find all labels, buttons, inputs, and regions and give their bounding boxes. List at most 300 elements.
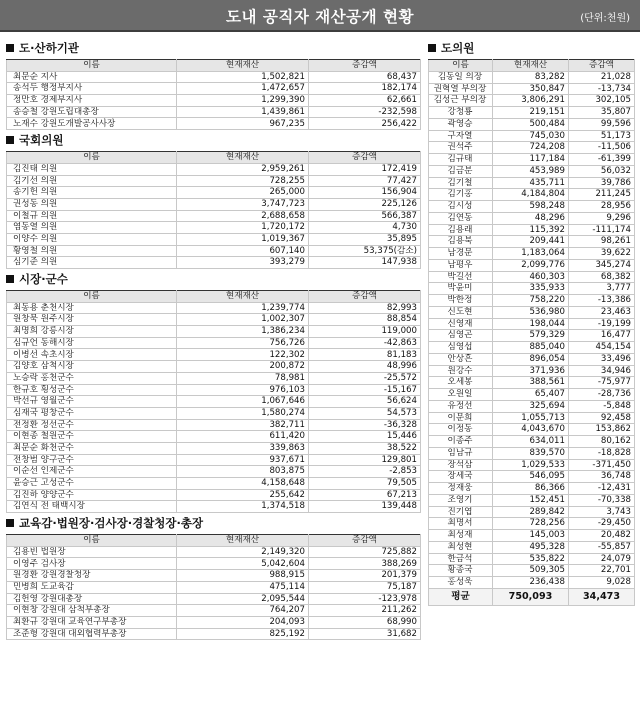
- table-row: [429, 565, 635, 577]
- table-row: [7, 616, 421, 628]
- official-name: 박윤미: [429, 283, 493, 295]
- table-row: [429, 342, 635, 354]
- table-row: [7, 245, 421, 257]
- table-row: [429, 236, 635, 248]
- official-name: 남평우: [429, 259, 493, 271]
- official-name: 권성동 의원: [7, 198, 177, 210]
- table-row: [7, 233, 421, 245]
- official-name: 이순선 인제군수: [7, 466, 177, 478]
- asset-change: -2,853: [309, 466, 421, 478]
- current-assets: 5,042,604: [177, 558, 309, 570]
- asset-change: 119,000: [309, 326, 421, 338]
- table-row: [429, 365, 635, 377]
- current-assets: 825,192: [177, 628, 309, 640]
- table-row: [7, 628, 421, 640]
- official-name: 이철규 의원: [7, 210, 177, 222]
- current-assets: 4,158,648: [177, 478, 309, 490]
- current-assets: 536,980: [493, 306, 569, 318]
- official-name: 정재웅: [429, 483, 493, 495]
- table-row: [7, 454, 421, 466]
- official-name: 노승락 홍천군수: [7, 372, 177, 384]
- asset-change: 9,028: [569, 577, 635, 589]
- col-header-name: 이름: [429, 60, 493, 72]
- official-name: 김용북: [429, 236, 493, 248]
- current-assets: 2,688,658: [177, 210, 309, 222]
- table-row: [429, 71, 635, 83]
- asset-change: -29,450: [569, 518, 635, 530]
- asset-change: 28,956: [569, 201, 635, 213]
- asset-change: 39,786: [569, 177, 635, 189]
- section-header: [6, 515, 420, 531]
- table-row: [429, 177, 635, 189]
- official-name: 심기준 의원: [7, 257, 177, 269]
- asset-change: 77,427: [309, 175, 421, 187]
- table-row: [429, 95, 635, 107]
- assets-table: [6, 151, 421, 269]
- asset-change: 9,296: [569, 212, 635, 224]
- table-row: [429, 83, 635, 95]
- official-name: 박선규 영월군수: [7, 396, 177, 408]
- table-row: [7, 118, 421, 130]
- col-header-assets: 현재재산: [177, 535, 309, 547]
- table-row: [429, 400, 635, 412]
- col-header-name: 이름: [7, 535, 177, 547]
- current-assets: 265,000: [177, 187, 309, 199]
- current-assets: 598,248: [493, 201, 569, 213]
- section-header: [6, 271, 420, 287]
- table-row: [429, 248, 635, 260]
- asset-change: -232,598: [309, 106, 421, 118]
- official-name: 구자열: [429, 130, 493, 142]
- asset-change: -11,506: [569, 142, 635, 154]
- asset-change: 35,807: [569, 107, 635, 119]
- col-header-assets: 현재재산: [177, 152, 309, 164]
- current-assets: 1,183,064: [493, 248, 569, 260]
- current-assets: 335,933: [493, 283, 569, 295]
- asset-change: 51,173: [569, 130, 635, 142]
- square-bullet-icon: [428, 44, 436, 52]
- current-assets: 435,711: [493, 177, 569, 189]
- current-assets: 145,003: [493, 530, 569, 542]
- asset-change: 31,682: [309, 628, 421, 640]
- official-name: 신영재: [429, 318, 493, 330]
- asset-change: 68,990: [309, 616, 421, 628]
- asset-change: -371,450: [569, 459, 635, 471]
- asset-change: 566,387: [309, 210, 421, 222]
- official-name: 김연식 전 태백시장: [7, 501, 177, 513]
- asset-change: 211,245: [569, 189, 635, 201]
- asset-change: 81,183: [309, 349, 421, 361]
- current-assets: 764,207: [177, 605, 309, 617]
- table-row: [7, 419, 421, 431]
- table-row: [7, 605, 421, 617]
- current-assets: 728,256: [493, 518, 569, 530]
- table-row: [7, 407, 421, 419]
- current-assets: 803,875: [177, 466, 309, 478]
- current-assets: 724,208: [493, 142, 569, 154]
- current-assets: 1,029,533: [493, 459, 569, 471]
- asset-change: 20,482: [569, 530, 635, 542]
- current-assets: 745,030: [493, 130, 569, 142]
- asset-change: 147,938: [309, 257, 421, 269]
- asset-change: 80,162: [569, 436, 635, 448]
- current-assets: 1,055,713: [493, 412, 569, 424]
- current-assets: 967,235: [177, 118, 309, 130]
- asset-change: 156,904: [309, 187, 421, 199]
- official-name: 김양호 삼척시장: [7, 361, 177, 373]
- official-name: 곽영승: [429, 118, 493, 130]
- official-name: 민병희 도교육감: [7, 581, 177, 593]
- assets-table: [6, 59, 421, 130]
- asset-change: -15,167: [309, 384, 421, 396]
- asset-change: 172,419: [309, 163, 421, 175]
- current-assets: 937,671: [177, 454, 309, 466]
- col-header-change: 증감액: [309, 291, 421, 303]
- table-row: [7, 466, 421, 478]
- current-assets: 115,392: [493, 224, 569, 236]
- section-header: [428, 40, 634, 56]
- council-table: [428, 59, 635, 606]
- official-name: 최명희 강릉시장: [7, 326, 177, 338]
- asset-change: 38,522: [309, 442, 421, 454]
- current-assets: 475,114: [177, 581, 309, 593]
- asset-change: -25,572: [309, 372, 421, 384]
- official-name: 노재수 강원도개발공사사장: [7, 118, 177, 130]
- current-assets: 371,936: [493, 365, 569, 377]
- table-row: [7, 257, 421, 269]
- table-row: [7, 546, 421, 558]
- asset-change: 48,996: [309, 361, 421, 373]
- current-assets: 2,149,320: [177, 546, 309, 558]
- official-name: 김기홍: [429, 189, 493, 201]
- official-name: 김규태: [429, 154, 493, 166]
- table-row: [429, 494, 635, 506]
- asset-change: 36,748: [569, 471, 635, 483]
- official-name: 김연동: [429, 212, 493, 224]
- asset-change: 35,895: [309, 233, 421, 245]
- asset-change: 345,274: [569, 259, 635, 271]
- official-name: 전창범 양구군수: [7, 454, 177, 466]
- section-title: 도의원: [441, 41, 475, 55]
- table-row: [7, 558, 421, 570]
- official-name: 최명서: [429, 518, 493, 530]
- current-assets: 4,043,670: [493, 424, 569, 436]
- asset-change: -18,828: [569, 447, 635, 459]
- current-assets: 117,184: [493, 154, 569, 166]
- table-row: [7, 349, 421, 361]
- current-assets: 200,872: [177, 361, 309, 373]
- asset-change: -55,857: [569, 541, 635, 553]
- table-row: [429, 483, 635, 495]
- official-name: 윤승근 고성군수: [7, 478, 177, 490]
- right-column: [428, 38, 634, 606]
- table-row: [7, 83, 421, 95]
- current-assets: 546,095: [493, 471, 569, 483]
- official-name: 조영기: [429, 494, 493, 506]
- official-name: 권혁열 부의장: [429, 83, 493, 95]
- page-title: 도내 공직자 재산공개 현황: [226, 8, 414, 26]
- table-row: [429, 189, 635, 201]
- asset-change: -12,431: [569, 483, 635, 495]
- table-row: [429, 518, 635, 530]
- current-assets: 1,067,646: [177, 396, 309, 408]
- asset-change: 53,375(감소): [309, 245, 421, 257]
- average-assets: 750,093: [493, 588, 569, 605]
- table-row: [7, 163, 421, 175]
- table-row: [7, 593, 421, 605]
- current-assets: 3,806,291: [493, 95, 569, 107]
- current-assets: 453,989: [493, 165, 569, 177]
- unit-label: (단위:천원): [580, 13, 630, 24]
- table-row: [7, 71, 421, 83]
- table-row: [429, 283, 635, 295]
- official-name: 이정동: [429, 424, 493, 436]
- section-header: [6, 132, 420, 148]
- current-assets: 728,255: [177, 175, 309, 187]
- official-name: 한금석: [429, 553, 493, 565]
- current-assets: 48,296: [493, 212, 569, 224]
- official-name: 김헌영 강원대총장: [7, 593, 177, 605]
- col-header-change: 증감액: [309, 535, 421, 547]
- table-row: [429, 471, 635, 483]
- asset-change: 39,622: [569, 248, 635, 260]
- asset-change: 67,213: [309, 489, 421, 501]
- current-assets: 219,151: [493, 107, 569, 119]
- official-name: 오원일: [429, 389, 493, 401]
- current-assets: 756,726: [177, 337, 309, 349]
- current-assets: 579,329: [493, 330, 569, 342]
- current-assets: 1,019,367: [177, 233, 309, 245]
- table-row: [7, 570, 421, 582]
- official-name: 진기엽: [429, 506, 493, 518]
- section-title: 시장·군수: [19, 272, 68, 286]
- official-name: 이종주: [429, 436, 493, 448]
- table-row: [429, 436, 635, 448]
- asset-change: 201,379: [309, 570, 421, 582]
- table-row: [429, 424, 635, 436]
- asset-change: 4,730: [309, 222, 421, 234]
- official-name: 최성재: [429, 530, 493, 542]
- average-row: [429, 588, 635, 605]
- table-row: [429, 295, 635, 307]
- asset-change: -123,978: [309, 593, 421, 605]
- official-name: 강청룡: [429, 107, 493, 119]
- official-name: 송승철 강원도립대총장: [7, 106, 177, 118]
- table-row: [7, 384, 421, 396]
- current-assets: 325,694: [493, 400, 569, 412]
- current-assets: 1,239,774: [177, 302, 309, 314]
- asset-change: 211,262: [309, 605, 421, 617]
- current-assets: 1,502,821: [177, 71, 309, 83]
- current-assets: 2,099,776: [493, 259, 569, 271]
- current-assets: 388,561: [493, 377, 569, 389]
- table-row: [429, 318, 635, 330]
- official-name: 원창묵 원주시장: [7, 314, 177, 326]
- current-assets: 1,299,390: [177, 95, 309, 107]
- asset-change: 182,174: [309, 83, 421, 95]
- current-assets: 393,279: [177, 257, 309, 269]
- asset-change: -13,734: [569, 83, 635, 95]
- current-assets: 289,842: [493, 506, 569, 518]
- official-name: 이양수 의원: [7, 233, 177, 245]
- table-row: [7, 431, 421, 443]
- current-assets: 1,439,861: [177, 106, 309, 118]
- official-name: 김진태 의원: [7, 163, 177, 175]
- title-bar: [0, 0, 640, 32]
- asset-change: 68,437: [309, 71, 421, 83]
- asset-change: 454,154: [569, 342, 635, 354]
- table-row: [429, 306, 635, 318]
- square-bullet-icon: [6, 519, 14, 527]
- official-name: 김기철: [429, 177, 493, 189]
- col-header-name: 이름: [7, 291, 177, 303]
- table-row: [429, 107, 635, 119]
- official-name: 김성근 부의장: [429, 95, 493, 107]
- current-assets: 1,472,657: [177, 83, 309, 95]
- table-row: [7, 372, 421, 384]
- official-name: 남경문: [429, 248, 493, 260]
- current-assets: 152,451: [493, 494, 569, 506]
- table-row: [429, 118, 635, 130]
- table-row: [429, 447, 635, 459]
- current-assets: 204,093: [177, 616, 309, 628]
- table-row: [7, 95, 421, 107]
- table-row: [429, 259, 635, 271]
- asset-change: -70,338: [569, 494, 635, 506]
- asset-change: 23,463: [569, 306, 635, 318]
- asset-change: 388,269: [309, 558, 421, 570]
- table-row: [7, 478, 421, 490]
- official-name: 김시성: [429, 201, 493, 213]
- table-row: [7, 210, 421, 222]
- table-row: [429, 130, 635, 142]
- table-row: [7, 501, 421, 513]
- official-name: 김금분: [429, 165, 493, 177]
- asset-change: 34,946: [569, 365, 635, 377]
- average-label: 평균: [429, 588, 493, 605]
- current-assets: 4,184,804: [493, 189, 569, 201]
- current-assets: 2,959,261: [177, 163, 309, 175]
- official-name: 오세봉: [429, 377, 493, 389]
- table-row: [429, 389, 635, 401]
- official-name: 황종국: [429, 565, 493, 577]
- current-assets: 535,822: [493, 553, 569, 565]
- table-row: [429, 201, 635, 213]
- asset-change: 139,448: [309, 501, 421, 513]
- asset-change: -28,736: [569, 389, 635, 401]
- official-name: 김진하 양양군수: [7, 489, 177, 501]
- asset-change: 3,777: [569, 283, 635, 295]
- asset-change: 79,505: [309, 478, 421, 490]
- current-assets: 3,747,723: [177, 198, 309, 210]
- table-row: [429, 541, 635, 553]
- official-name: 심영곤: [429, 330, 493, 342]
- table-row: [429, 377, 635, 389]
- col-header-assets: 현재재산: [177, 60, 309, 72]
- asset-change: 3,743: [569, 506, 635, 518]
- current-assets: 198,044: [493, 318, 569, 330]
- current-assets: 896,054: [493, 353, 569, 365]
- official-name: 원강수: [429, 365, 493, 377]
- official-name: 심규언 동해시장: [7, 337, 177, 349]
- square-bullet-icon: [6, 44, 14, 52]
- table-row: [7, 489, 421, 501]
- table-row: [429, 142, 635, 154]
- assets-table: [6, 290, 421, 513]
- table-row: [429, 553, 635, 565]
- col-header-change: 증감액: [309, 152, 421, 164]
- official-name: 최동용 춘천시장: [7, 302, 177, 314]
- asset-change: 21,028: [569, 71, 635, 83]
- official-name: 정만호 경제부지사: [7, 95, 177, 107]
- official-name: 이현창 강원대 삼척부총장: [7, 605, 177, 617]
- asset-change: 256,422: [309, 118, 421, 130]
- current-assets: 339,863: [177, 442, 309, 454]
- official-name: 원경환 강원경찰청장: [7, 570, 177, 582]
- col-header-assets: 현재재산: [177, 291, 309, 303]
- official-name: 이병선 속초시장: [7, 349, 177, 361]
- table-row: [429, 154, 635, 166]
- asset-change: 153,862: [569, 424, 635, 436]
- table-row: [7, 187, 421, 199]
- asset-change: -13,386: [569, 295, 635, 307]
- average-change: 34,473: [569, 588, 635, 605]
- table-row: [429, 271, 635, 283]
- official-name: 신도현: [429, 306, 493, 318]
- section-header: [6, 40, 420, 56]
- asset-change: 33,496: [569, 353, 635, 365]
- asset-change: 68,382: [569, 271, 635, 283]
- current-assets: 236,438: [493, 577, 569, 589]
- current-assets: 500,484: [493, 118, 569, 130]
- official-name: 안상흔: [429, 353, 493, 365]
- official-name: 송기헌 의원: [7, 187, 177, 199]
- table-row: [7, 198, 421, 210]
- table-row: [429, 212, 635, 224]
- asset-change: 82,993: [309, 302, 421, 314]
- asset-change: 62,661: [309, 95, 421, 107]
- asset-change: 54,573: [309, 407, 421, 419]
- asset-change: 302,105: [569, 95, 635, 107]
- asset-change: 16,477: [569, 330, 635, 342]
- table-row: [429, 506, 635, 518]
- table-row: [429, 412, 635, 424]
- official-name: 황영철 의원: [7, 245, 177, 257]
- current-assets: 78,981: [177, 372, 309, 384]
- current-assets: 611,420: [177, 431, 309, 443]
- official-name: 송석두 행정부지사: [7, 83, 177, 95]
- official-name: 김용빈 법원장: [7, 546, 177, 558]
- current-assets: 382,711: [177, 419, 309, 431]
- current-assets: 122,302: [177, 349, 309, 361]
- official-name: 장석삼: [429, 459, 493, 471]
- official-name: 최성현: [429, 541, 493, 553]
- current-assets: 885,040: [493, 342, 569, 354]
- official-name: 홍성욱: [429, 577, 493, 589]
- current-assets: 1,374,518: [177, 501, 309, 513]
- table-row: [7, 302, 421, 314]
- current-assets: 83,282: [493, 71, 569, 83]
- official-name: 최문순 화천군수: [7, 442, 177, 454]
- current-assets: 350,847: [493, 83, 569, 95]
- official-name: 장세국: [429, 471, 493, 483]
- current-assets: 839,570: [493, 447, 569, 459]
- official-name: 전정환 정선군수: [7, 419, 177, 431]
- square-bullet-icon: [6, 136, 14, 144]
- table-row: [429, 353, 635, 365]
- table-row: [7, 337, 421, 349]
- current-assets: 460,303: [493, 271, 569, 283]
